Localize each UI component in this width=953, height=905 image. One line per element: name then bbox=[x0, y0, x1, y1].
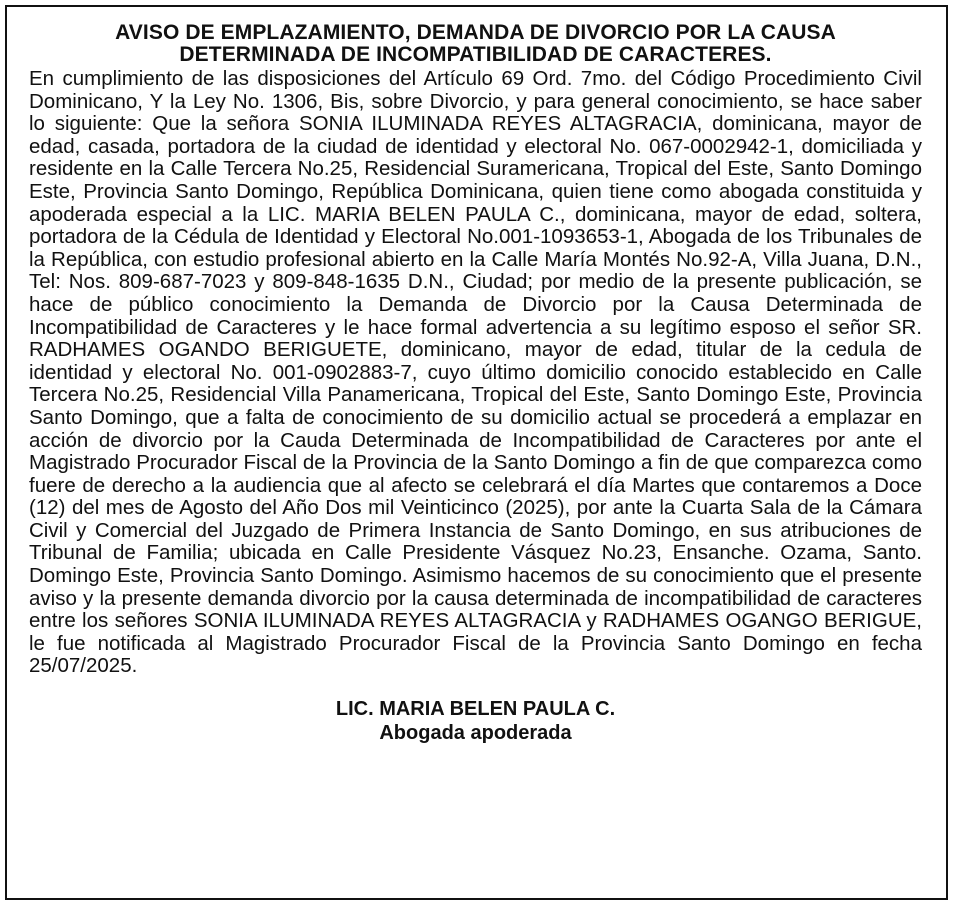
signature-block bbox=[29, 697, 922, 745]
notice-title-line-2: DETERMINADA DE INCOMPATIBILIDAD DE CARACTERES. bbox=[179, 43, 772, 66]
signature-name: LIC. MARIA BELEN PAULA C. bbox=[335, 698, 616, 721]
notice-title-line-1: AVISO DE EMPLAZAMIENTO, DEMANDA DE DIVORCIO POR LA CAUSA bbox=[115, 21, 836, 44]
notice-title bbox=[29, 22, 922, 66]
signature-role: Abogada apoderada bbox=[379, 722, 572, 745]
legal-notice bbox=[5, 5, 948, 900]
notice-body: En cumplimiento de las disposiciones del Artículo 69 Ord. 7mo. del Código Procedimiento Civil Dominicano, Y la Ley No. 1306, Bis, sobre Divorcio, y para general conocimiento, se hace saber lo siguiente: Que la señora SONIA ILUMINADA REYES ALTAGRACIA, dominicana, mayor de edad, casada, portadora de la ciudad de identidad y electoral No. 067-0002942-1, domiciliada y residente en la Calle Tercera No.25, Residencial Suramericana, Tropical del Este, Santo Domingo Este, Provincia Santo Domingo, República Dominicana, quien tiene como abogada constituida y apoderada especial a la LIC. MARIA BELEN PAULA C., dominicana, mayor de edad, soltera, portadora de la Cédula de Identidad y Electoral No.001-1093653-1, Abogada de los Tribunales de la República, con estudio profesional abierto en la Calle María Montés No.92-A, Villa Juana, D.N., Tel: Nos. 809-687-7023 y 809-848-1635 D.N., Ciudad; por medio de la presente publicación, se hace de público conocimiento la Demanda de Divorcio por la Causa Determinada de Incompatibilidad de Caracteres y le hace formal advertencia a su legítimo esposo el señor SR. RADHAMES OGANDO BERIGUETE, dominicano, mayor de edad, titular de la cedula de identidad y electoral No. 001-0902883-7, cuyo último domicilio conocido establecido en Calle Tercera No.25, Residencial Villa Panamericana, Tropical del Este, Santo Domingo Este, Provincia Santo Domingo, que a falta de conocimiento de su domicilio actual se procederá a emplazar en acción de divorcio por la Cauda Determinada de Incompatibilidad de Caracteres por ante el Magistrado Procurador Fiscal de la Provincia de la Santo Domingo a fin de que comparezca como fuere de derecho a la audiencia que al afecto se celebrará el día Martes que contaremos a Doce (12) del mes de Agosto del Año Dos mil Veinticinco (2025), por ante la Cuarta Sala de la Cámara Civil y Comercial del Juzgado de Primera Instancia de Santo Domingo, en sus atribuciones de Tribunal de Familia; ubicada en Calle Presidente Vásquez No.23, Ensanche. Ozama, Santo. Domingo Este, Provincia Santo Domingo. Asimismo hacemos de su conocimiento que el presente aviso y la presente demanda divorcio por la causa determinada de incompatibilidad de caracteres entre los señores SONIA ILUMINADA REYES ALTAGRACIA y RADHAMES OGANGO BERIGUE, le fue notificada al Magistrado Procurador Fiscal de la Provincia Santo Domingo en fecha 25/07/2025. bbox=[29, 67, 922, 678]
